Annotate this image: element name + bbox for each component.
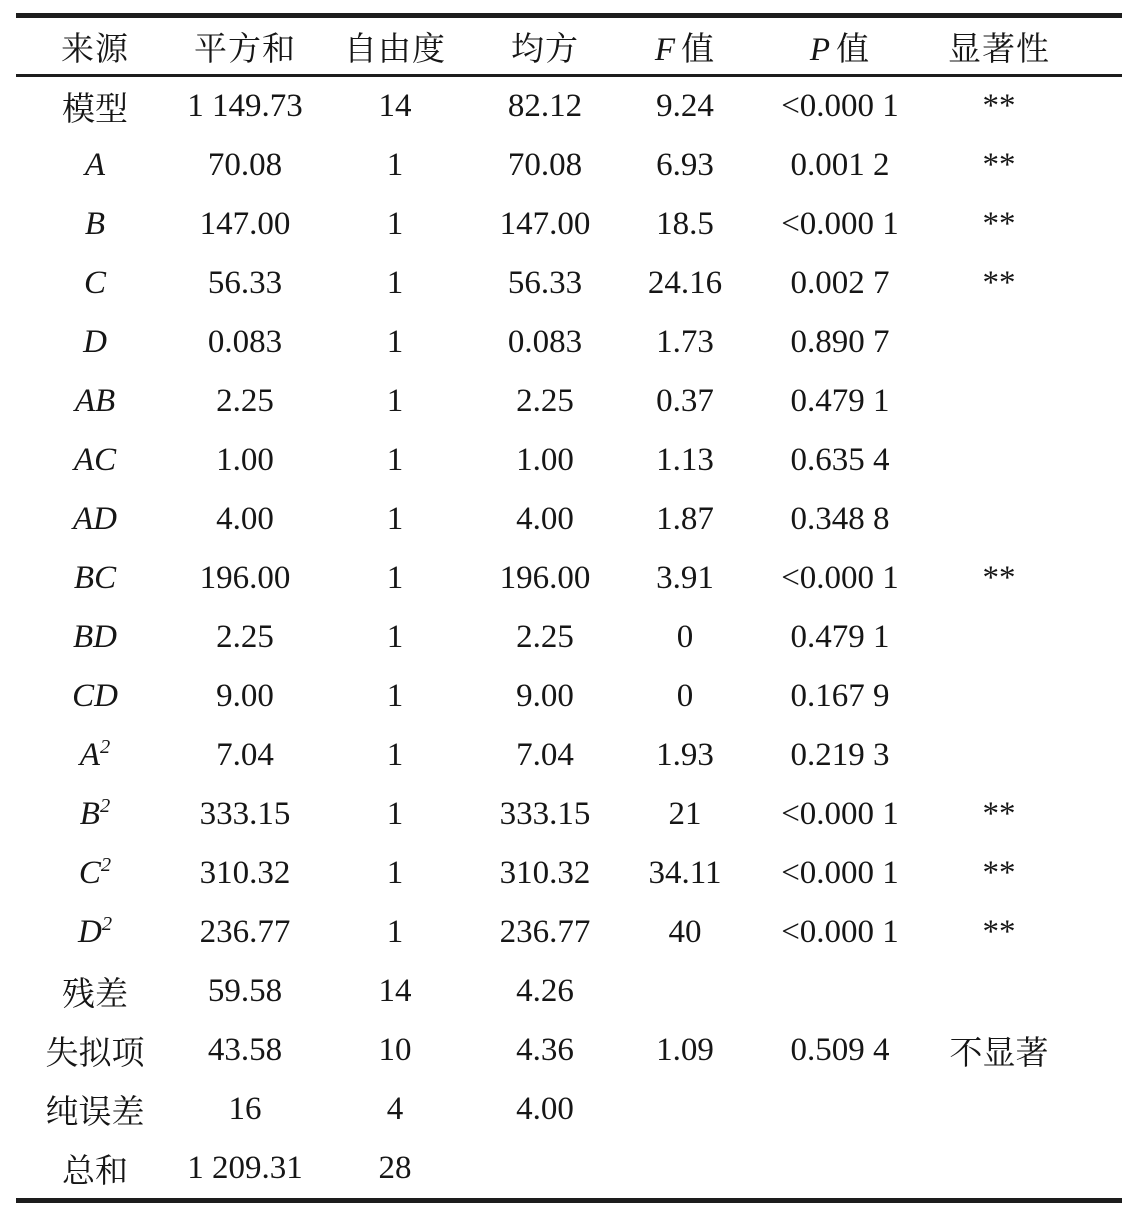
source-symbol: C — [83, 265, 106, 301]
cell-mean-square: 2.25 — [516, 383, 574, 419]
cell-df: 14 — [378, 88, 412, 124]
source-symbol: $A^2$ — [79, 736, 111, 773]
cell-f-value: 18.5 — [656, 206, 714, 242]
cell-f-value: 1.13 — [656, 442, 714, 478]
table-row — [16, 785, 1122, 844]
cell-p-value: 0.635 4 — [790, 442, 890, 478]
cell-sum-of-squares: 2.25 — [216, 619, 274, 655]
spacer-cell — [1072, 549, 1122, 608]
cell-source — [16, 195, 174, 254]
table-header — [16, 16, 1122, 76]
cell-significance — [926, 667, 1072, 726]
cell-mean-square: 310.32 — [499, 855, 591, 891]
table-row — [16, 1021, 1122, 1080]
cell-p-value: 0.002 7 — [790, 265, 890, 301]
cell-f-value: 40 — [668, 914, 702, 950]
cell-p-value: <0.000 1 — [781, 206, 899, 242]
cell-p-value: <0.000 1 — [781, 88, 899, 124]
spacer-cell — [1072, 195, 1122, 254]
cell-mean-square: 82.12 — [507, 88, 583, 124]
cell-source — [16, 903, 174, 962]
cell-significance: ** — [982, 265, 1016, 301]
cell-p-value: <0.000 1 — [781, 855, 899, 891]
table-row — [16, 962, 1122, 1021]
source-exponent: 2 — [100, 854, 112, 876]
cell-significance: ** — [982, 914, 1016, 950]
cell-f-value — [616, 962, 754, 1021]
cell-significance — [926, 372, 1072, 431]
spacer-cell — [1072, 313, 1122, 372]
cell-p-value: <0.000 1 — [781, 796, 899, 832]
cell-mean-square: 56.33 — [507, 265, 583, 301]
cell-sum-of-squares: 1 149.73 — [187, 88, 303, 124]
table-row — [16, 254, 1122, 313]
cell-significance — [926, 1139, 1072, 1201]
cell-sum-of-squares: 333.15 — [199, 796, 291, 832]
cell-significance — [926, 490, 1072, 549]
cell-sum-of-squares: 59.58 — [207, 973, 283, 1009]
cell-mean-square: 9.00 — [516, 678, 574, 714]
cell-df: 1 — [386, 796, 404, 832]
cell-mean-square: 333.15 — [499, 796, 591, 832]
cell-p-value: <0.000 1 — [781, 560, 899, 596]
col-header-mean-square: 均方 — [474, 16, 616, 76]
cell-mean-square: 147.00 — [499, 206, 591, 242]
cell-sum-of-squares: 310.32 — [199, 855, 291, 891]
cell-source — [16, 549, 174, 608]
cell-f-value: 1.87 — [656, 501, 714, 537]
cell-mean-square: 70.08 — [507, 147, 583, 183]
spacer-cell — [1072, 1021, 1122, 1080]
cell-significance — [926, 313, 1072, 372]
table-row — [16, 903, 1122, 962]
cell-sum-of-squares: 7.04 — [216, 737, 274, 773]
source-symbol: CD — [72, 678, 118, 714]
cell-f-value: 0 — [676, 619, 694, 655]
spacer-cell — [1072, 726, 1122, 785]
cell-p-value: 0.890 7 — [790, 324, 890, 360]
cell-df: 4 — [386, 1091, 404, 1127]
spacer-cell — [1072, 903, 1122, 962]
cell-sum-of-squares: 4.00 — [216, 501, 274, 537]
cell-sum-of-squares: 0.083 — [207, 324, 283, 360]
cell-p-value — [754, 1139, 926, 1201]
cell-df: 14 — [378, 973, 412, 1009]
source-exponent: 2 — [99, 795, 111, 817]
cell-mean-square: 4.36 — [516, 1032, 574, 1068]
cell-sum-of-squares: 1.00 — [216, 442, 274, 478]
cell-sum-of-squares: 70.08 — [207, 147, 283, 183]
cell-sum-of-squares: 16 — [228, 1091, 262, 1127]
source-symbol: $B^2$ — [79, 795, 111, 832]
cell-sum-of-squares: 1 209.31 — [187, 1150, 303, 1186]
cell-df: 1 — [386, 206, 404, 242]
cell-p-value — [754, 962, 926, 1021]
cell-f-value: 9.24 — [656, 88, 714, 124]
source-symbol: B — [84, 206, 106, 242]
cell-source — [16, 667, 174, 726]
cell-significance — [926, 608, 1072, 667]
table-row — [16, 1139, 1122, 1201]
spacer-cell — [1072, 76, 1122, 137]
cell-df: 28 — [378, 1150, 412, 1186]
table-row — [16, 667, 1122, 726]
cell-source — [16, 785, 174, 844]
cell-f-value: 6.93 — [656, 147, 714, 183]
cell-sum-of-squares: 147.00 — [199, 206, 291, 242]
cell-f-value: 24.16 — [647, 265, 723, 301]
cell-source — [16, 431, 174, 490]
cell-f-value: 0.37 — [656, 383, 714, 419]
source-symbol: $C^2$ — [78, 854, 112, 891]
cell-f-value: 21 — [668, 796, 702, 832]
cell-f-value: 1.09 — [656, 1032, 714, 1068]
table-row — [16, 490, 1122, 549]
table-row — [16, 313, 1122, 372]
spacer-cell — [1072, 785, 1122, 844]
cell-df: 1 — [386, 265, 404, 301]
spacer-cell — [1072, 490, 1122, 549]
col-header-sum-of-squares: 平方和 — [174, 16, 316, 76]
cell-source — [16, 726, 174, 785]
cell-source: 纯误差 — [45, 1095, 145, 1131]
cell-df: 1 — [386, 147, 404, 183]
table-row — [16, 549, 1122, 608]
table-body — [16, 76, 1122, 1201]
cell-df: 1 — [386, 501, 404, 537]
cell-mean-square: 4.26 — [516, 973, 574, 1009]
spacer-cell — [1072, 372, 1122, 431]
cell-significance: ** — [982, 206, 1016, 242]
cell-mean-square: 196.00 — [499, 560, 591, 596]
col-header-significance: 显著性 — [926, 16, 1072, 76]
cell-mean-square: 2.25 — [516, 619, 574, 655]
cell-source: 模型 — [62, 92, 128, 128]
cell-mean-square — [474, 1139, 616, 1201]
cell-mean-square: 4.00 — [516, 1091, 574, 1127]
source-exponent: 2 — [99, 736, 111, 758]
cell-sum-of-squares: 43.58 — [207, 1032, 283, 1068]
cell-source: 总和 — [62, 1154, 128, 1190]
source-symbol: BD — [73, 619, 117, 655]
cell-df: 1 — [386, 383, 404, 419]
table-row — [16, 76, 1122, 137]
cell-source: 失拟项 — [45, 1036, 145, 1072]
spacer-cell — [1072, 136, 1122, 195]
cell-source — [16, 313, 174, 372]
cell-significance: ** — [982, 560, 1016, 596]
cell-significance: 不显著 — [949, 1036, 1049, 1072]
spacer-cell — [1072, 254, 1122, 313]
cell-mean-square: 7.04 — [516, 737, 574, 773]
cell-significance: ** — [982, 147, 1016, 183]
cell-significance: ** — [982, 88, 1016, 124]
cell-sum-of-squares: 2.25 — [216, 383, 274, 419]
cell-significance — [926, 962, 1072, 1021]
cell-significance: ** — [982, 855, 1016, 891]
table-row — [16, 608, 1122, 667]
cell-sum-of-squares: 9.00 — [216, 678, 274, 714]
cell-source — [16, 844, 174, 903]
cell-df: 1 — [386, 324, 404, 360]
cell-mean-square: 0.083 — [507, 324, 583, 360]
spacer-cell — [1072, 1080, 1122, 1139]
cell-source — [16, 608, 174, 667]
cell-source — [16, 136, 174, 195]
spacer-cell — [1072, 962, 1122, 1021]
cell-significance: ** — [982, 796, 1016, 832]
col-header-p-value — [754, 16, 926, 76]
cell-significance — [926, 431, 1072, 490]
spacer-cell — [1072, 431, 1122, 490]
cell-significance — [926, 726, 1072, 785]
source-symbol: AB — [74, 383, 116, 419]
cell-mean-square: 236.77 — [499, 914, 591, 950]
cell-source: 残差 — [62, 977, 128, 1013]
table-row — [16, 1080, 1122, 1139]
anova-table — [16, 13, 1122, 1203]
cell-f-value — [616, 1139, 754, 1201]
cell-f-value: 0 — [676, 678, 694, 714]
cell-mean-square: 4.00 — [516, 501, 574, 537]
table-row — [16, 726, 1122, 785]
cell-f-value: 34.11 — [648, 855, 722, 891]
cell-p-value: 0.219 3 — [790, 737, 890, 773]
table-row — [16, 844, 1122, 903]
spacer-cell — [1072, 608, 1122, 667]
cell-p-value: 0.001 2 — [790, 147, 890, 183]
cell-p-value: 0.348 8 — [790, 501, 890, 537]
cell-sum-of-squares: 236.77 — [199, 914, 291, 950]
p-symbol: P — [809, 31, 832, 68]
table-row — [16, 372, 1122, 431]
cell-f-value: 3.91 — [656, 560, 714, 596]
source-symbol: D — [83, 324, 107, 360]
source-symbol: AD — [73, 501, 117, 537]
cell-source — [16, 254, 174, 313]
cell-f-value: 1.73 — [656, 324, 714, 360]
cell-sum-of-squares: 56.33 — [207, 265, 283, 301]
cell-df: 10 — [378, 1032, 412, 1068]
cell-p-value: 0.479 1 — [790, 619, 890, 655]
cell-f-value — [616, 1080, 754, 1139]
cell-df: 1 — [386, 914, 404, 950]
col-header-df: 自由度 — [316, 16, 474, 76]
p-label-suffix: 值 — [836, 31, 871, 68]
cell-p-value: 0.167 9 — [790, 678, 890, 714]
cell-df: 1 — [386, 678, 404, 714]
cell-significance — [926, 1080, 1072, 1139]
cell-mean-square: 1.00 — [516, 442, 574, 478]
cell-sum-of-squares: 196.00 — [199, 560, 291, 596]
source-symbol: $D^2$ — [77, 913, 113, 950]
cell-p-value — [754, 1080, 926, 1139]
cell-df: 1 — [386, 442, 404, 478]
cell-df: 1 — [386, 560, 404, 596]
cell-p-value: <0.000 1 — [781, 914, 899, 950]
spacer-cell — [1072, 1139, 1122, 1201]
source-symbol: A — [84, 147, 106, 183]
cell-df: 1 — [386, 619, 404, 655]
f-symbol: F — [654, 31, 677, 68]
table-row — [16, 195, 1122, 254]
cell-source — [16, 490, 174, 549]
table-row — [16, 431, 1122, 490]
source-symbol: BC — [73, 560, 117, 596]
spacer-column-header — [1072, 16, 1122, 76]
cell-df: 1 — [386, 855, 404, 891]
source-symbol: AC — [73, 442, 117, 478]
cell-source — [16, 372, 174, 431]
col-header-source: 来源 — [16, 16, 174, 76]
spacer-cell — [1072, 667, 1122, 726]
header-row — [16, 16, 1122, 76]
cell-f-value: 1.93 — [656, 737, 714, 773]
table-row — [16, 136, 1122, 195]
cell-p-value: 0.479 1 — [790, 383, 890, 419]
cell-df: 1 — [386, 737, 404, 773]
f-label-suffix: 值 — [681, 31, 716, 68]
cell-p-value: 0.509 4 — [790, 1032, 890, 1068]
spacer-cell — [1072, 844, 1122, 903]
col-header-f-value — [616, 16, 754, 76]
source-exponent: 2 — [101, 913, 113, 935]
